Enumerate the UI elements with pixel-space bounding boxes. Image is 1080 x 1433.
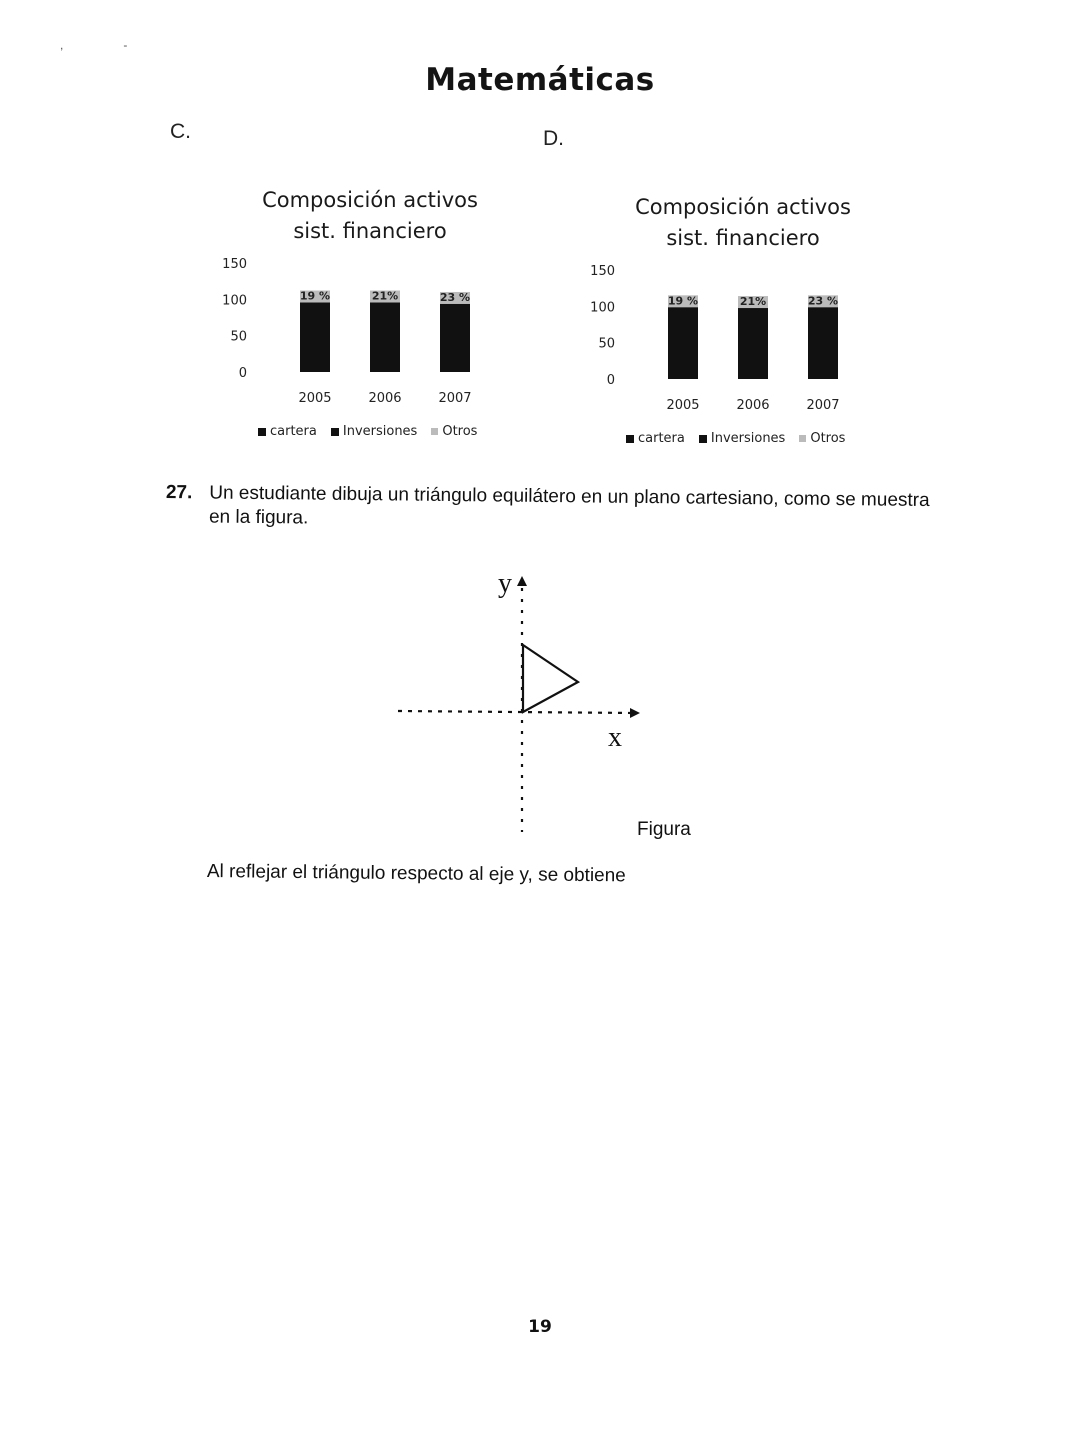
legend-label-inversiones: Inversiones xyxy=(710,431,786,446)
legend-item-cartera xyxy=(258,424,317,439)
bar-inversiones xyxy=(808,306,838,379)
x-axis-label: x xyxy=(608,722,622,753)
bar-inversiones xyxy=(370,302,400,372)
chart-d-legend xyxy=(626,431,845,446)
x-axis xyxy=(398,711,634,713)
legend-item-inversiones xyxy=(699,431,785,446)
legend-swatch-inversiones xyxy=(331,428,339,436)
legend-label-inversiones: Inversiones xyxy=(342,424,418,439)
page-header-title: Matemáticas xyxy=(425,62,655,98)
bar-inversiones xyxy=(440,303,470,372)
y-tick-label: 150 xyxy=(590,264,615,279)
y-axis-label: y xyxy=(498,568,512,599)
data-label: 23 % xyxy=(807,294,839,308)
bar-inversiones xyxy=(668,306,698,379)
chart-d-plot xyxy=(590,192,893,432)
x-tick-label: 2007 xyxy=(438,391,472,406)
legend-item-otros xyxy=(431,424,477,439)
y-tick-label: 50 xyxy=(230,329,247,345)
y-tick-label: 100 xyxy=(222,293,247,309)
y-tick-label: 50 xyxy=(598,336,615,352)
legend-label-otros: Otros xyxy=(442,424,478,439)
legend-item-cartera xyxy=(626,431,685,446)
x-tick-label: 2006 xyxy=(736,398,770,413)
question-text: Un estudiante dibuja un triángulo equilátero en un plano cartesiano, como se muestra en la figura. xyxy=(208,482,930,529)
legend-swatch-otros xyxy=(431,428,438,435)
data-label: 19 % xyxy=(299,289,331,303)
y-tick-label: 150 xyxy=(222,257,247,272)
question-27 xyxy=(165,481,945,537)
legend-label-cartera: cartera xyxy=(270,424,317,439)
equilateral-triangle xyxy=(523,645,578,712)
bar-inversiones xyxy=(300,302,330,372)
y-tick-label: 0 xyxy=(238,366,247,381)
chart-c-legend xyxy=(258,424,477,439)
chart-c-plot xyxy=(222,185,525,425)
figure-caption: Figura xyxy=(637,819,691,840)
question-prompt: Al reflejar el triángulo respecto al eje y, se obtiene xyxy=(206,861,626,887)
cartesian-figure xyxy=(390,560,660,850)
bar-inversiones xyxy=(738,307,768,379)
option-d-label: D. xyxy=(543,127,564,150)
legend-swatch-otros xyxy=(799,435,806,442)
legend-label-otros: Otros xyxy=(810,431,846,446)
y-tick-label: 100 xyxy=(590,300,615,316)
chart-d-title-line-2: sist. financiero xyxy=(666,226,820,250)
x-axis-arrowhead xyxy=(630,708,640,718)
chart-c-title-line-2: sist. financiero xyxy=(293,219,447,243)
y-axis-arrowhead xyxy=(517,576,527,586)
x-tick-label: 2007 xyxy=(806,398,840,413)
legend-swatch-cartera xyxy=(626,435,634,443)
legend-item-inversiones xyxy=(331,424,417,439)
x-tick-label: 2006 xyxy=(368,391,402,406)
y-tick-label: 0 xyxy=(606,373,615,388)
chart-d xyxy=(590,192,893,492)
chart-c-title-line-1: Composición activos xyxy=(262,188,478,212)
chart-c xyxy=(222,185,525,485)
option-c-label: C. xyxy=(170,120,191,143)
data-label: 21% xyxy=(739,295,767,309)
data-label: 23 % xyxy=(439,290,471,304)
legend-swatch-cartera xyxy=(258,428,266,436)
legend-swatch-inversiones xyxy=(699,435,707,443)
scan-specks: , - xyxy=(60,38,128,52)
question-number: 27. xyxy=(165,481,193,504)
chart-d-title-line-1: Composición activos xyxy=(635,195,851,219)
legend-label-cartera: cartera xyxy=(638,431,685,446)
data-label: 19 % xyxy=(667,294,699,308)
x-tick-label: 2005 xyxy=(666,398,700,413)
legend-item-otros xyxy=(799,431,845,446)
x-tick-label: 2005 xyxy=(298,391,332,406)
data-label: 21% xyxy=(371,289,399,303)
page-number: 19 xyxy=(528,1317,552,1337)
